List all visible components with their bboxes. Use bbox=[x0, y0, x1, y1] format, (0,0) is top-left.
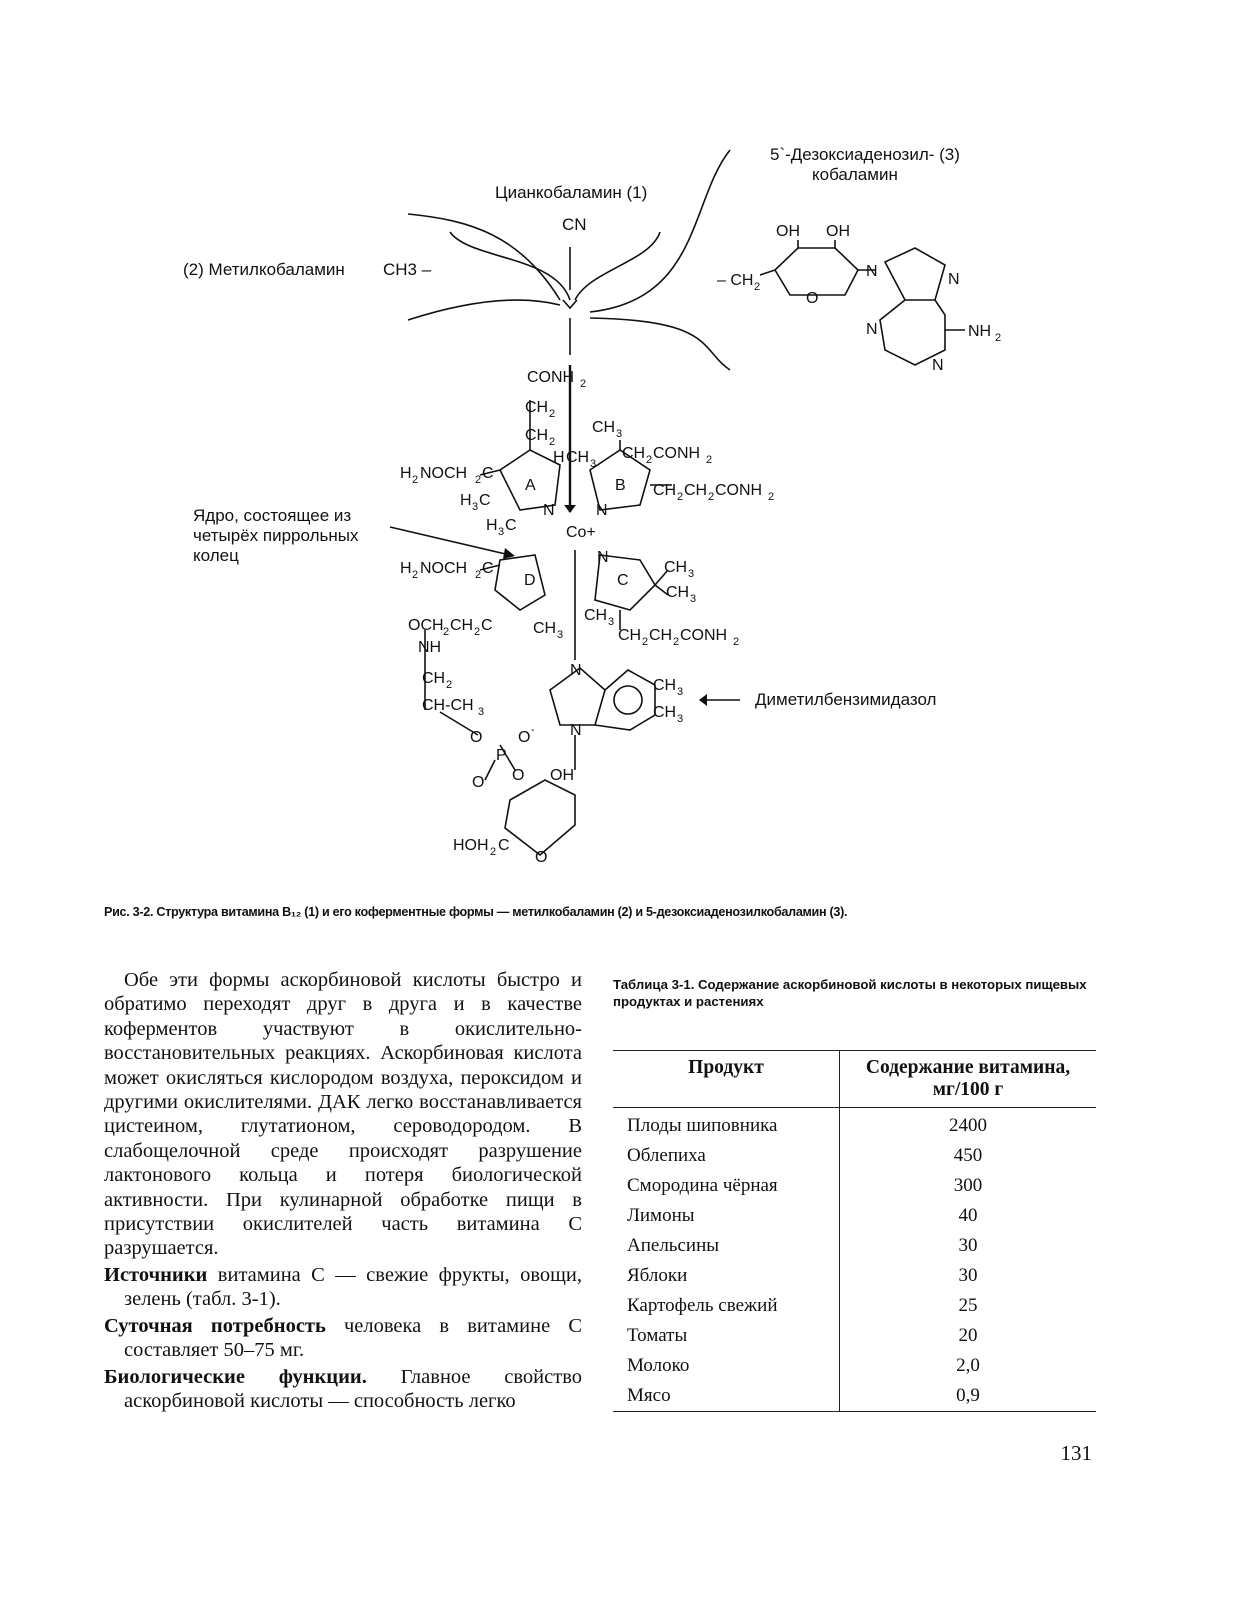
bio-functions-paragraph bbox=[104, 1365, 582, 1414]
label-nucleus-2: четырёх пиррольных bbox=[193, 526, 359, 545]
svg-text:CH: CH bbox=[649, 627, 673, 644]
label-cn-group: CN bbox=[562, 215, 587, 234]
svg-text:CH: CH bbox=[618, 627, 642, 644]
ring-label-b: B bbox=[615, 477, 626, 494]
adenosyl-ribose-ring bbox=[775, 248, 858, 295]
table-row bbox=[613, 1291, 1096, 1321]
figure-caption: Рис. 3-2. Структура витамина B₁₂ (1) и его коферментные формы — метилкобаламин (2) и 5-дезоксиаденозилкобаламин (3). bbox=[104, 905, 848, 919]
label-deoxyadenosyl-1: 5`-Дезоксиаденозил- (3) bbox=[770, 145, 960, 164]
svg-text:O: O bbox=[512, 767, 525, 784]
svg-text:2: 2 bbox=[474, 626, 481, 638]
svg-text:CH: CH bbox=[684, 482, 708, 499]
label-methylcobalamin: (2) Метилкобаламин bbox=[183, 260, 345, 279]
svg-text:2: 2 bbox=[706, 454, 713, 466]
svg-text:HOH: HOH bbox=[453, 837, 489, 854]
product-cell: Смородина чёрная bbox=[613, 1171, 840, 1201]
svg-text:3: 3 bbox=[472, 501, 479, 513]
svg-text:N: N bbox=[543, 502, 555, 519]
svg-text:2: 2 bbox=[490, 846, 497, 858]
value-cell: 30 bbox=[958, 1235, 978, 1256]
label-cyanocobalamin: Цианкобаламин (1) bbox=[495, 183, 648, 202]
svg-text:C: C bbox=[505, 517, 517, 534]
svg-text:CH: CH bbox=[622, 445, 646, 462]
table-header-row bbox=[613, 1051, 1096, 1108]
svg-text:CONH: CONH bbox=[653, 445, 701, 462]
svg-text:CH: CH bbox=[592, 419, 616, 436]
bracket-adenosyl-bottom bbox=[590, 318, 730, 370]
svg-text:3: 3 bbox=[677, 713, 684, 725]
svg-text:-: - bbox=[531, 724, 535, 736]
ribose-ring bbox=[505, 780, 575, 855]
svg-text:CH: CH bbox=[653, 482, 677, 499]
svg-text:3: 3 bbox=[557, 629, 564, 641]
adenine-imidazole bbox=[885, 248, 945, 300]
svg-text:OH: OH bbox=[776, 223, 800, 240]
table-row bbox=[613, 1261, 1096, 1291]
table-row bbox=[613, 1171, 1096, 1201]
table-row bbox=[613, 1351, 1096, 1381]
product-cell: Облепиха bbox=[613, 1141, 840, 1171]
table-row bbox=[613, 1231, 1096, 1261]
value-cell: 30 bbox=[958, 1265, 978, 1286]
svg-text:3: 3 bbox=[688, 568, 695, 580]
sources-text: витамина C — свежие фрукты, овощи, зелень (табл. 3-1). bbox=[124, 1263, 582, 1311]
table-header-product: Продукт bbox=[613, 1051, 840, 1108]
svg-text:2: 2 bbox=[673, 636, 680, 648]
value-cell: 450 bbox=[953, 1145, 983, 1166]
svg-text:2: 2 bbox=[412, 474, 419, 486]
svg-text:2: 2 bbox=[677, 491, 684, 503]
svg-text:2: 2 bbox=[733, 636, 740, 648]
ascorbic-acid-table bbox=[613, 1050, 1096, 1412]
svg-text:3: 3 bbox=[677, 686, 684, 698]
product-cell: Плоды шиповника bbox=[613, 1108, 840, 1142]
svg-text:CH: CH bbox=[653, 677, 677, 694]
bio-functions-text: Главное свойство аскорбиновой кислоты — способность легко bbox=[124, 1365, 582, 1412]
value-cell: 2,0 bbox=[956, 1355, 980, 1376]
svg-text:N: N bbox=[866, 263, 878, 280]
svg-text:CH: CH bbox=[566, 449, 590, 466]
svg-text:2: 2 bbox=[549, 408, 556, 420]
svg-text:CH: CH bbox=[525, 399, 549, 416]
adenine-pyrimidine bbox=[880, 300, 945, 365]
label-deoxyadenosyl-2: кобаламин bbox=[812, 165, 898, 184]
svg-text:CONH: CONH bbox=[715, 482, 763, 499]
svg-text:O: O bbox=[518, 729, 531, 746]
svg-text:OH: OH bbox=[550, 767, 574, 784]
value-cell: 300 bbox=[953, 1175, 983, 1196]
table-row bbox=[613, 1381, 1096, 1412]
svg-text:2: 2 bbox=[446, 679, 453, 691]
svg-text:CONH: CONH bbox=[527, 369, 575, 386]
svg-text:3: 3 bbox=[478, 706, 485, 718]
svg-text:3: 3 bbox=[608, 616, 615, 628]
svg-text:N: N bbox=[932, 357, 944, 374]
product-cell: Томаты bbox=[613, 1321, 840, 1351]
bracket-methyl-bottom bbox=[408, 300, 560, 320]
bracket-adenosyl-top bbox=[590, 150, 730, 312]
value-cell: 0,9 bbox=[840, 1381, 1097, 1412]
bracket-methyl-top bbox=[408, 214, 560, 300]
arrow-head-top bbox=[563, 300, 577, 308]
sources-paragraph bbox=[104, 1263, 582, 1312]
svg-text:C: C bbox=[482, 560, 494, 577]
svg-text:OH: OH bbox=[826, 223, 850, 240]
svg-text:2: 2 bbox=[475, 474, 482, 486]
svg-text:N: N bbox=[866, 321, 878, 338]
svg-text:O: O bbox=[470, 729, 483, 746]
product-cell: Яблоки bbox=[613, 1261, 840, 1291]
svg-text:2: 2 bbox=[475, 569, 482, 581]
svg-text:H: H bbox=[400, 465, 412, 482]
svg-text:CH: CH bbox=[525, 427, 549, 444]
body-text-column bbox=[104, 968, 582, 1413]
table-row bbox=[613, 1141, 1096, 1171]
svg-text:2: 2 bbox=[580, 378, 587, 390]
daily-need-paragraph bbox=[104, 1314, 582, 1363]
svg-text:2: 2 bbox=[995, 332, 1002, 344]
svg-text:3: 3 bbox=[590, 458, 597, 470]
svg-text:O: O bbox=[806, 290, 819, 307]
svg-text:NOCH: NOCH bbox=[420, 560, 468, 577]
svg-text:N: N bbox=[596, 502, 608, 519]
svg-text:2: 2 bbox=[646, 454, 653, 466]
table-row bbox=[613, 1321, 1096, 1351]
svg-text:CH: CH bbox=[422, 670, 446, 687]
svg-text:CH: CH bbox=[653, 704, 677, 721]
bio-functions-term: Биологические функции. bbox=[104, 1365, 367, 1388]
svg-text:CH: CH bbox=[533, 620, 557, 637]
svg-text:OCH: OCH bbox=[408, 617, 444, 634]
table-caption: Таблица 3-1. Содержание аскорбиновой кислоты в некоторых пищевых продуктах и растениях bbox=[613, 977, 1087, 1009]
sources-term: Источники bbox=[104, 1263, 208, 1286]
svg-text:H: H bbox=[460, 492, 472, 509]
bracket-cyano-left bbox=[450, 232, 570, 300]
page-number: 131 bbox=[1060, 1441, 1092, 1465]
svg-text:NH: NH bbox=[968, 323, 992, 340]
svg-text:NOCH: NOCH bbox=[420, 465, 468, 482]
product-cell: Мясо bbox=[613, 1381, 840, 1412]
svg-text:H: H bbox=[400, 560, 412, 577]
svg-text:CH: CH bbox=[664, 559, 688, 576]
label-nucleus-3: колец bbox=[193, 546, 239, 565]
svg-text:3: 3 bbox=[498, 526, 505, 538]
svg-text:CH: CH bbox=[666, 584, 690, 601]
svg-text:2: 2 bbox=[412, 569, 419, 581]
ring-d bbox=[495, 555, 545, 610]
value-cell: 20 bbox=[958, 1325, 978, 1346]
label-nucleus-1: Ядро, состоящее из bbox=[193, 506, 352, 525]
svg-text:C: C bbox=[481, 617, 493, 634]
svg-text:CH: CH bbox=[584, 607, 608, 624]
svg-text:CH-CH: CH-CH bbox=[422, 697, 474, 714]
product-cell: Картофель свежий bbox=[613, 1291, 840, 1321]
svg-text:CONH: CONH bbox=[680, 627, 728, 644]
product-cell: Лимоны bbox=[613, 1201, 840, 1231]
svg-text:3: 3 bbox=[690, 593, 697, 605]
table-header-content: Содержание витамина, мг/100 г bbox=[840, 1051, 1097, 1108]
ring-label-c: C bbox=[617, 572, 629, 589]
label-ch3-group: CH3 – bbox=[383, 260, 432, 279]
svg-text:N: N bbox=[948, 271, 960, 288]
svg-text:O: O bbox=[472, 774, 485, 791]
svg-text:2: 2 bbox=[708, 491, 715, 503]
daily-need-term: Суточная потребность bbox=[104, 1314, 326, 1337]
svg-text:– CH: – CH bbox=[717, 272, 754, 289]
daily-need-text: человека в витамине C составляет 50–75 мг. bbox=[124, 1314, 582, 1362]
svg-text:H: H bbox=[486, 517, 498, 534]
svg-text:3: 3 bbox=[616, 428, 623, 440]
svg-text:NH: NH bbox=[418, 639, 442, 656]
ring-label-d: D bbox=[524, 572, 536, 589]
svg-text:2: 2 bbox=[642, 636, 649, 648]
product-cell: Апельсины bbox=[613, 1231, 840, 1261]
svg-text:CH: CH bbox=[450, 617, 474, 634]
svg-text:2: 2 bbox=[443, 626, 450, 638]
svg-text:P: P bbox=[496, 747, 507, 764]
label-dimethylbenzimidazole: Диметилбензимидазол bbox=[755, 690, 937, 709]
table-row bbox=[613, 1108, 1096, 1142]
svg-text:N: N bbox=[570, 662, 582, 679]
table-row bbox=[613, 1201, 1096, 1231]
svg-text:N: N bbox=[570, 722, 582, 739]
value-cell: 40 bbox=[958, 1205, 978, 1226]
bracket-cyano-right bbox=[575, 232, 660, 300]
svg-text:H: H bbox=[553, 449, 565, 466]
svg-text:2: 2 bbox=[768, 491, 775, 503]
svg-text:C: C bbox=[479, 492, 491, 509]
svg-text:C: C bbox=[482, 465, 494, 482]
product-cell: Молоко bbox=[613, 1351, 840, 1381]
dmb-benzene bbox=[595, 670, 655, 730]
label-cobalt: Co+ bbox=[566, 524, 596, 541]
svg-text:2: 2 bbox=[549, 436, 556, 448]
svg-text:N: N bbox=[597, 549, 609, 566]
svg-text:C: C bbox=[498, 837, 510, 854]
value-cell: 25 bbox=[958, 1295, 978, 1316]
svg-text:2: 2 bbox=[754, 281, 761, 293]
value-cell: 2400 bbox=[949, 1115, 987, 1136]
svg-text:O: O bbox=[535, 849, 548, 866]
ring-label-a: A bbox=[525, 477, 536, 494]
body-paragraph: Обе эти формы аскорбиновой кислоты быстро и обратимо переходят друг в друга и в качестве коферментов участвуют в окислительно-восстановительных реакциях. Аскорбиновая кислота может окисляться кислородом воздуха, пероксидом и другими окислителями. ДАК легко восстанавливается цистеином, глутатионом, сероводородом. В слабощелочной среде происходят разрушение лактонового кольца и потеря биологической активности. При кулинарной обработке пищи в присутствии окислителей часть витамина C разрушается. bbox=[104, 969, 582, 1260]
